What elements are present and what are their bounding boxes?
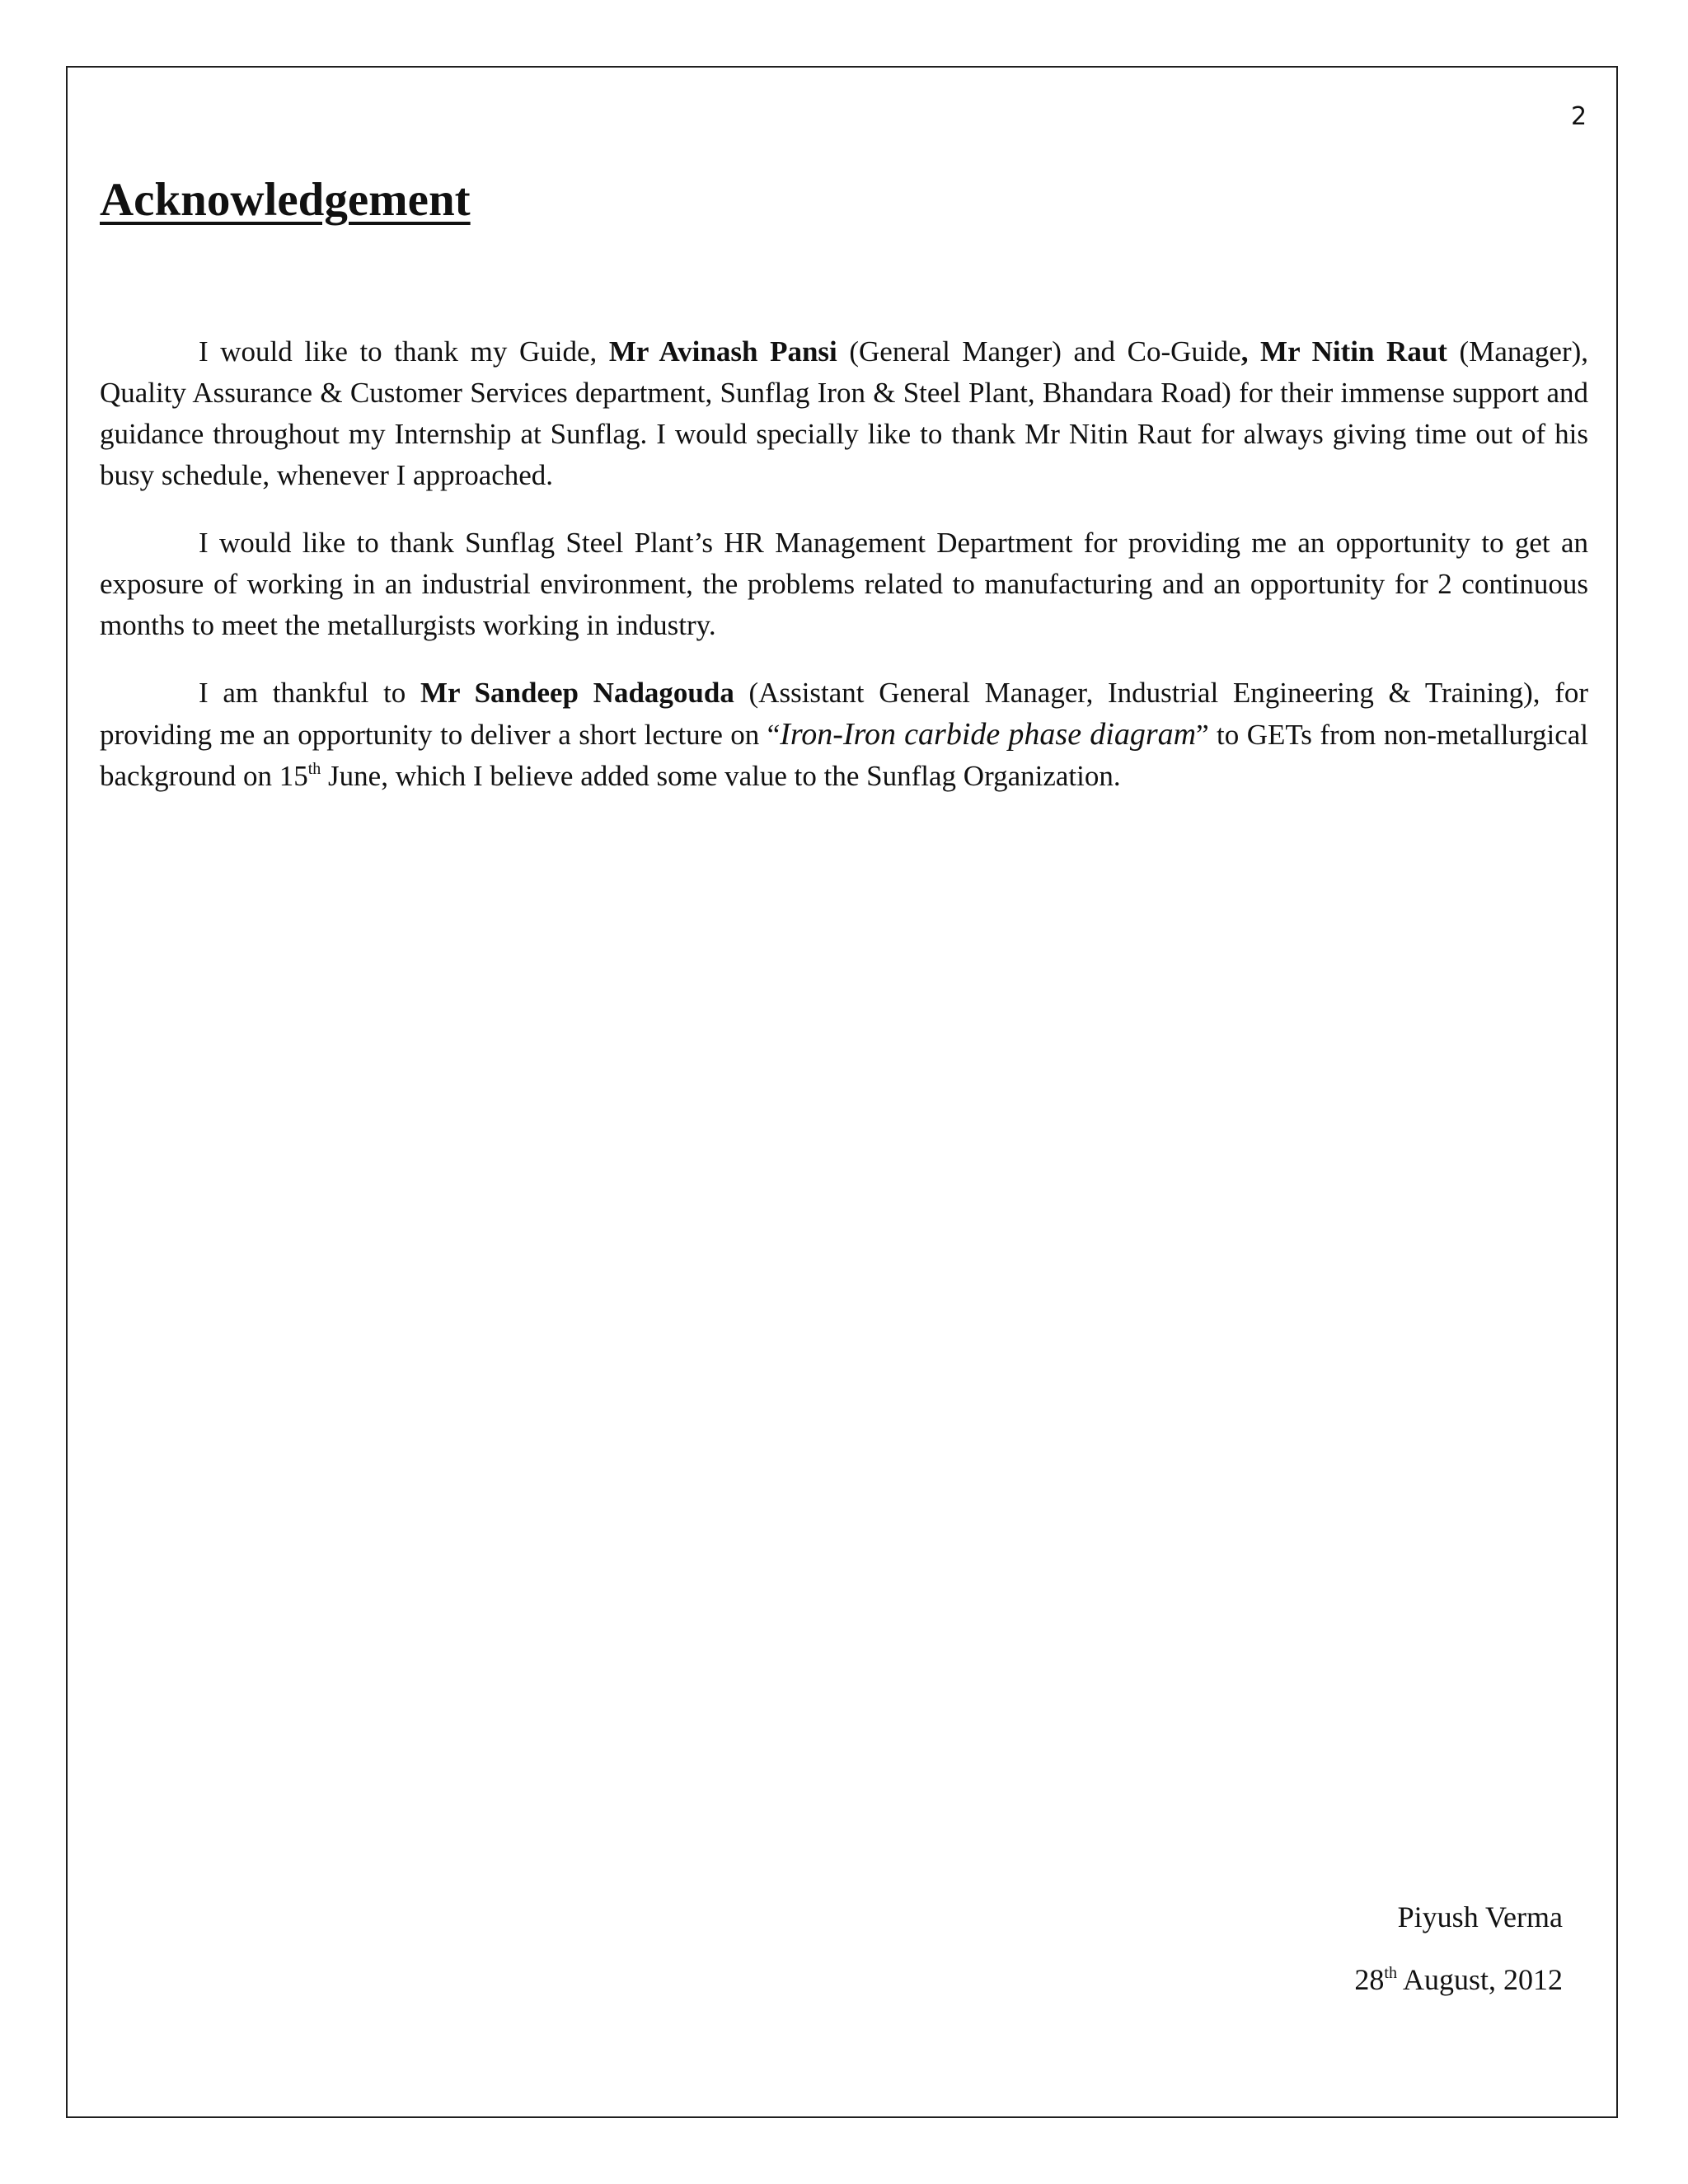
signature-block	[1354, 1900, 1563, 1997]
paragraph-hr	[100, 523, 1588, 646]
signature-date	[1354, 1962, 1563, 1997]
manager-name: Mr Sandeep Nadagouda	[420, 677, 734, 709]
author-name: Piyush Verma	[1397, 1900, 1563, 1933]
date-ordinal-suffix: th	[1384, 1964, 1397, 1982]
paragraph-text: (General Manger) and Co-Guide	[837, 335, 1241, 368]
page-number: 2	[1571, 102, 1587, 131]
date-day: 28	[1354, 1963, 1385, 1996]
date-rest: August, 2012	[1396, 1963, 1563, 1996]
paragraph-text: ” to GETs from non-metallurgical background on 15	[100, 719, 1588, 792]
paragraph-text: I would like to thank my Guide,	[199, 335, 609, 368]
paragraph-lecture	[100, 673, 1588, 797]
page-title: Acknowledgement	[100, 174, 471, 226]
lecture-title: Iron-Iron carbide phase diagram	[780, 717, 1197, 752]
acknowledgement-body	[100, 331, 1588, 823]
paragraph-text: I would like to thank Sunflag Steel Plant’s HR Management Department for providing me an opportunity to get an exposure of working in an industrial environment, the problems related to manufacturing and an opportunity for 2 continuous months to meet the metallurgists working in industry.	[100, 527, 1588, 641]
paragraph-text: I am thankful to	[199, 677, 420, 709]
co-guide-name: , Mr Nitin Raut	[1240, 335, 1447, 368]
guide-name: Mr Avinash Pansi	[608, 335, 837, 368]
paragraph-text: (Manager), Quality Assurance & Customer Services department, Sunflag Iron & Steel Plant, Bhandara Road) for their immense support and guidance throughout my Internship at Sunflag. I would specially like to thank Mr Nitin Raut for always giving time out of his busy schedule, whenever I approached.	[100, 335, 1589, 491]
paragraph-text: (Assistant General Manager, Industrial Engineering & Training), for providing me an opportunity to deliver a short lecture on “	[100, 677, 1588, 751]
paragraph-text: June, which I believe added some value to the Sunflag Organization.	[321, 760, 1121, 792]
ordinal-suffix: th	[307, 760, 321, 778]
paragraph-guides	[100, 331, 1588, 496]
